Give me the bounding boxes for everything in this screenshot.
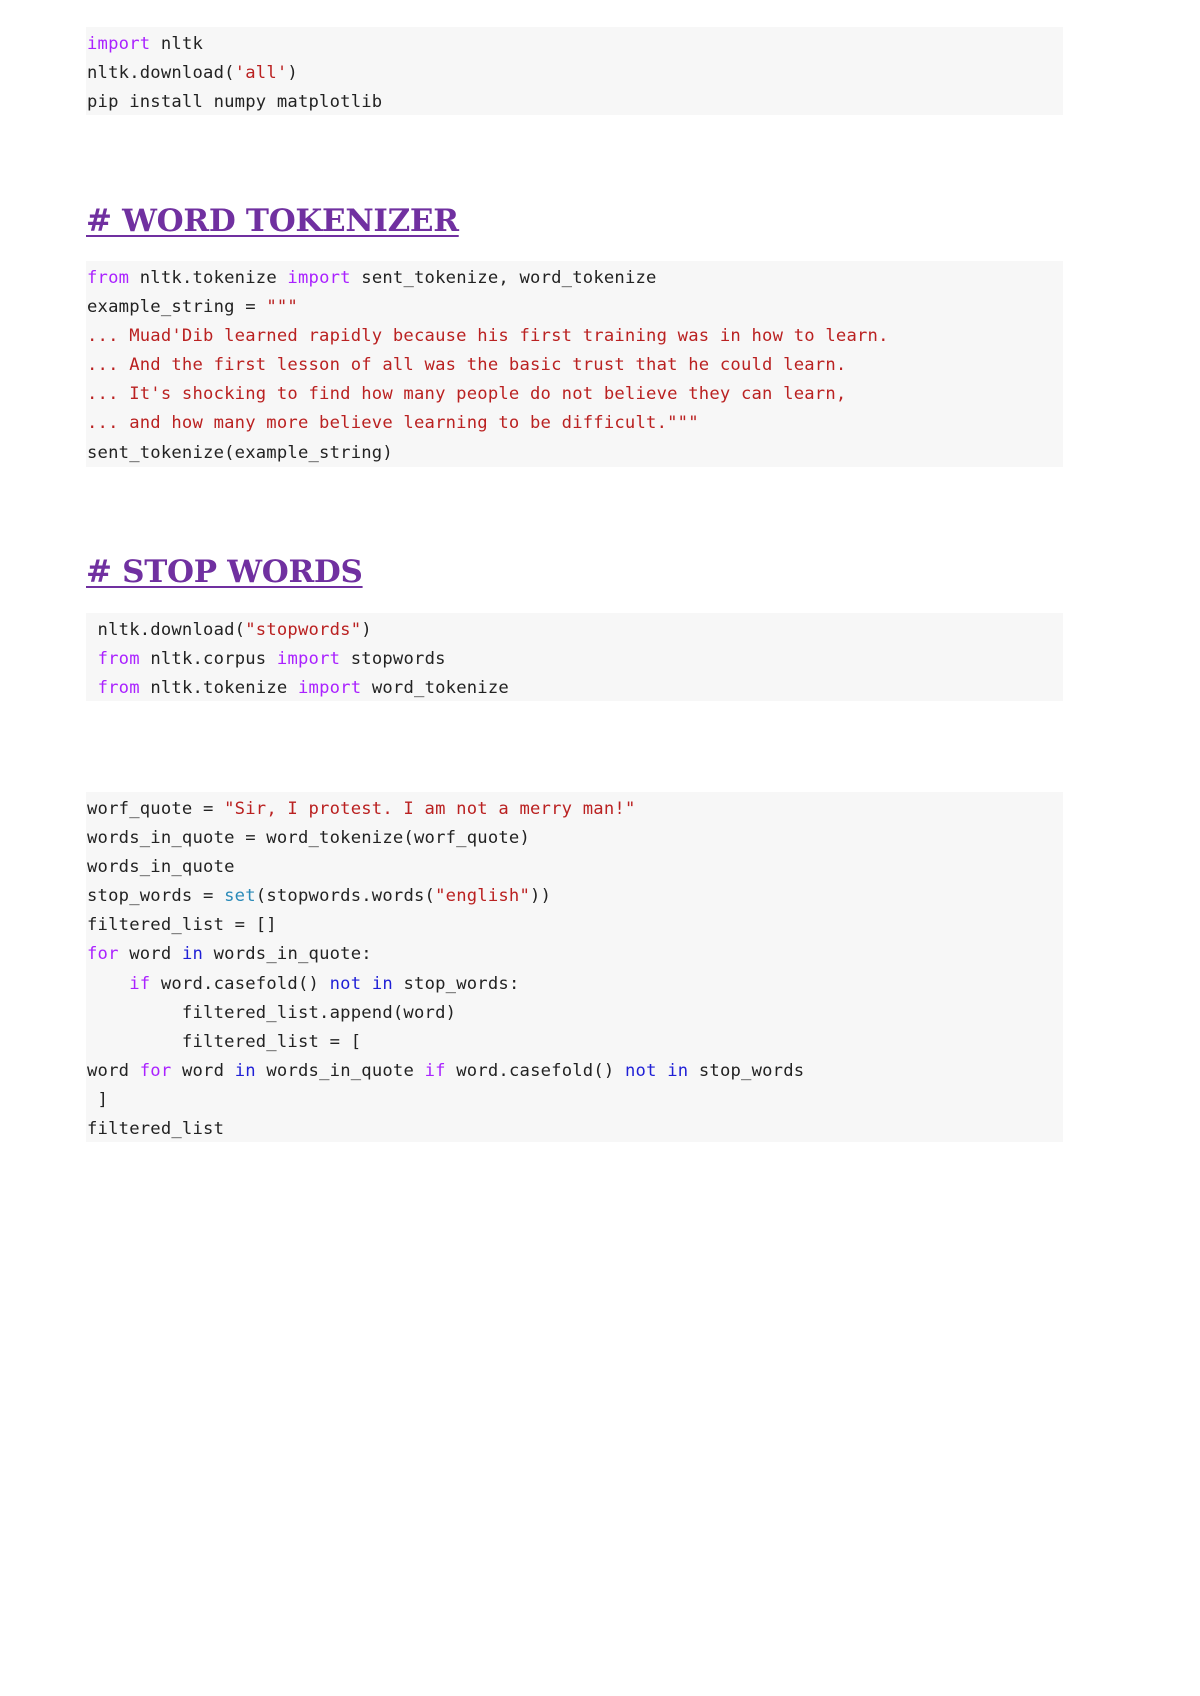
code-text (87, 678, 98, 698)
code-text: sent_tokenize(example_string) (87, 442, 393, 463)
code-text: stop_words (688, 1060, 805, 1081)
code-line (87, 1028, 1061, 1057)
code-line (87, 911, 1061, 940)
code-line (87, 616, 1061, 645)
code-line (87, 59, 1061, 88)
code-string: "stopwords" (245, 620, 362, 640)
code-text: ) (287, 63, 298, 84)
code-string: ... and how many more believe learning to be difficult.""" (87, 413, 699, 434)
code-text: filtered_list (87, 1119, 225, 1140)
code-block-setup (86, 27, 1063, 115)
code-text (87, 649, 98, 669)
code-string: ... It's shocking to find how many people do not believe they can learn, (87, 384, 847, 405)
code-keyword: import (287, 268, 351, 288)
code-string: "english" (435, 886, 531, 907)
code-builtin: set (224, 886, 256, 907)
code-text: stop_words = (87, 886, 225, 907)
code-string: 'all' (234, 63, 288, 84)
code-text: nltk.tokenize (139, 678, 298, 699)
code-text: pip install numpy matplotlib (87, 92, 383, 113)
code-keyword: import (87, 34, 151, 54)
code-line (87, 30, 1061, 59)
code-line (87, 940, 1061, 969)
code-line (87, 351, 1061, 380)
code-text: words_in_quote: (203, 944, 372, 965)
code-line (87, 970, 1061, 999)
code-text: (stopwords.words( (255, 886, 436, 907)
code-text (87, 974, 129, 994)
code-line (87, 824, 1061, 853)
code-text: nltk (150, 34, 204, 54)
code-block-word-tokenizer (86, 261, 1063, 467)
code-text: nltk.download( (87, 620, 246, 640)
code-text: stopwords (340, 649, 446, 670)
code-text: example_string = (87, 297, 267, 318)
code-text: filtered_list.append(word) (87, 1002, 457, 1023)
code-text: nltk.download( (87, 63, 235, 84)
code-line (87, 439, 1061, 468)
code-text: ) (361, 620, 372, 640)
code-text: word.casefold() (445, 1060, 625, 1081)
code-keyword: for (139, 1060, 172, 1081)
code-text: words_in_quote (255, 1060, 425, 1081)
code-operator-keyword: not in (329, 973, 393, 994)
code-string: """ (266, 297, 298, 318)
code-text: )) (530, 886, 552, 907)
code-text: sent_tokenize, word_tokenize (350, 268, 657, 288)
code-line (87, 1086, 1061, 1115)
code-text: worf_quote = (87, 799, 225, 819)
code-string: ... Muad'Dib learned rapidly because his first training was in how to learn. (87, 326, 889, 347)
code-line (87, 293, 1061, 322)
code-text: word (87, 1060, 140, 1081)
code-operator-keyword: in (181, 944, 204, 965)
code-text: stop_words: (392, 973, 520, 994)
code-block-filter-stopwords (86, 792, 1063, 1142)
heading-word-tokenizer: # WORD TOKENIZER (86, 203, 459, 239)
code-line (87, 409, 1061, 438)
code-line (87, 264, 1061, 293)
code-line (87, 322, 1061, 351)
code-text: filtered_list = [] (87, 915, 277, 936)
code-string: "Sir, I protest. I am not a merry man!" (224, 799, 636, 819)
code-text: nltk.corpus (139, 649, 277, 670)
code-line (87, 853, 1061, 882)
code-text: nltk.tokenize (129, 268, 288, 288)
code-keyword: import (297, 678, 362, 699)
code-operator-keyword: in (234, 1060, 256, 1081)
code-line (87, 795, 1061, 824)
code-keyword: for (87, 944, 119, 965)
code-keyword: from (87, 268, 130, 288)
code-keyword: if (129, 973, 151, 994)
code-keyword: from (97, 678, 140, 699)
code-line (87, 645, 1061, 674)
code-text: filtered_list = [ (87, 1031, 362, 1052)
code-text: word (171, 1060, 235, 1081)
code-string: ... And the first lesson of all was the basic trust that he could learn. (87, 355, 847, 376)
code-line (87, 1115, 1061, 1144)
code-keyword: if (424, 1060, 446, 1081)
code-line (87, 88, 1061, 117)
code-keyword: from (97, 649, 140, 670)
code-text: word (118, 944, 182, 965)
code-keyword: import (276, 649, 341, 670)
code-block-stopwords-imports (86, 613, 1063, 701)
code-text: words_in_quote = word_tokenize(worf_quote) (87, 828, 531, 849)
heading-stop-words: # STOP WORDS (86, 554, 363, 590)
code-line (87, 380, 1061, 409)
code-line (87, 999, 1061, 1028)
code-text: word_tokenize (361, 678, 509, 699)
code-line (87, 674, 1061, 703)
code-operator-keyword: not in (625, 1060, 689, 1081)
code-text: words_in_quote (87, 857, 235, 878)
code-line (87, 882, 1061, 911)
code-line (87, 1057, 1061, 1086)
code-text: ] (87, 1089, 109, 1110)
code-text: word.casefold() (150, 973, 330, 994)
